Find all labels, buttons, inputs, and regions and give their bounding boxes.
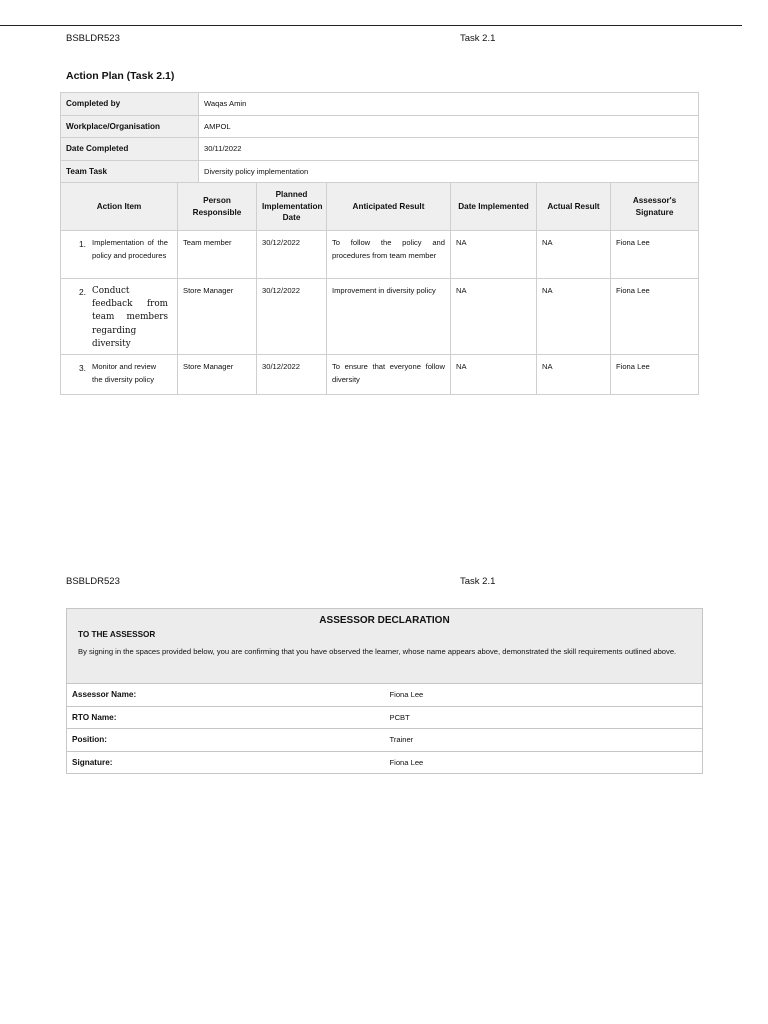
info-value: Diversity policy implementation (199, 160, 699, 183)
item-number: 1. (79, 239, 86, 249)
field-value: PCBT (385, 706, 703, 729)
date-implemented: NA (451, 355, 537, 395)
table-row (61, 355, 699, 395)
actual-result: NA (537, 279, 611, 355)
column-header: Planned Implementation Date (257, 183, 327, 231)
column-header: Action Item (61, 183, 178, 231)
action-item-cell (61, 279, 178, 355)
anticipated-result: To follow the policy and procedures from team member (327, 231, 451, 279)
declaration-statement: By signing in the spaces provided below, you are confirming that you have observed the learner, whose name appears above, demonstrated the skill requirements outlined above. (78, 647, 677, 656)
info-row-workplace (61, 115, 699, 138)
action-item-cell (61, 231, 178, 279)
declaration-row (67, 751, 703, 774)
actual-result: NA (537, 231, 611, 279)
person-responsible: Store Manager (178, 279, 257, 355)
assessor-signature: Fiona Lee (611, 231, 699, 279)
planned-date: 30/12/2022 (257, 355, 327, 395)
unit-code-page2: BSBLDR523 (66, 576, 120, 587)
table-row (61, 279, 699, 355)
action-item-cell (61, 355, 178, 395)
unit-code: BSBLDR523 (66, 33, 120, 44)
planned-date: 30/12/2022 (257, 279, 327, 355)
info-value: 30/11/2022 (199, 138, 699, 161)
info-value: AMPOL (199, 115, 699, 138)
field-value: Fiona Lee (385, 751, 703, 774)
info-row-completed-by (61, 93, 699, 116)
info-label: Completed by (61, 93, 199, 116)
column-header: Anticipated Result (327, 183, 451, 231)
info-row-date-completed (61, 138, 699, 161)
planned-date: 30/12/2022 (257, 231, 327, 279)
assessor-signature: Fiona Lee (611, 279, 699, 355)
field-label: Signature: (67, 751, 385, 774)
assessor-signature: Fiona Lee (611, 355, 699, 395)
field-label: RTO Name: (67, 706, 385, 729)
task-label-page2: Task 2.1 (460, 576, 496, 587)
person-responsible: Team member (178, 231, 257, 279)
declaration-row (67, 684, 703, 707)
column-header: Actual Result (537, 183, 611, 231)
person-responsible: Store Manager (178, 355, 257, 395)
field-value: Trainer (385, 729, 703, 752)
date-implemented: NA (451, 231, 537, 279)
page-top-rule (0, 25, 742, 26)
table-row (61, 231, 699, 279)
item-number: 2. (79, 287, 86, 297)
table-header-row (61, 183, 699, 231)
action-plan-table (60, 182, 699, 395)
declaration-row (67, 729, 703, 752)
declaration-header (67, 609, 703, 684)
action-item: Monitor and review the diversity policy (92, 362, 157, 384)
column-header: Assessor's Signature (611, 183, 699, 231)
field-label: Assessor Name: (67, 684, 385, 707)
declaration-title: ASSESSOR DECLARATION (319, 615, 450, 626)
action-item: Implementation of the policy and procedures (92, 238, 168, 260)
column-header: Date Implemented (451, 183, 537, 231)
item-number: 3. (79, 363, 86, 373)
declaration-subheading: TO THE ASSESSOR (78, 630, 156, 639)
field-label: Position: (67, 729, 385, 752)
info-row-team-task (61, 160, 699, 183)
actual-result: NA (537, 355, 611, 395)
assessor-declaration (66, 608, 703, 774)
info-label: Date Completed (61, 138, 199, 161)
document-title: Action Plan (Task 2.1) (66, 70, 175, 82)
task-label: Task 2.1 (460, 33, 496, 44)
column-header: Person Responsible (178, 183, 257, 231)
anticipated-result: Improvement in diversity policy (327, 279, 451, 355)
field-value: Fiona Lee (385, 684, 703, 707)
info-label: Workplace/Organisation (61, 115, 199, 138)
info-label: Team Task (61, 160, 199, 183)
info-value: Waqas Amin (199, 93, 699, 116)
info-table (60, 92, 699, 183)
declaration-row (67, 706, 703, 729)
action-item: Conduct feedback from team members regarding diversity (92, 286, 168, 349)
anticipated-result: To ensure that everyone follow diversity (327, 355, 451, 395)
date-implemented: NA (451, 279, 537, 355)
